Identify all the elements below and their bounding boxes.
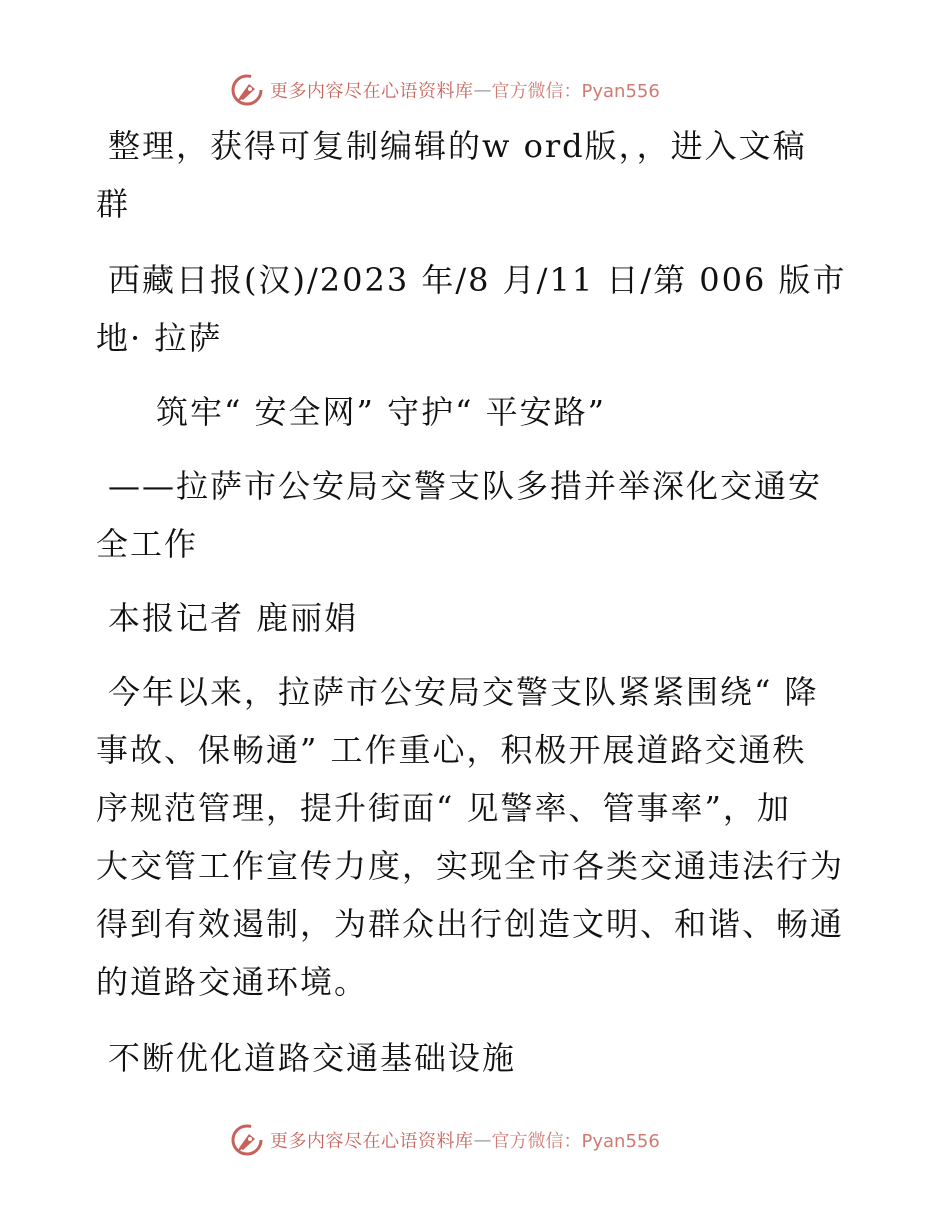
byline: 本报记者 鹿丽娟 — [108, 599, 359, 637]
watermark-footer — [230, 1122, 750, 1158]
watermark-separator: — — [473, 79, 492, 101]
article-subtitle-line-1: ——拉萨市公安局交警支队多措并举深化交通安 — [108, 467, 823, 505]
watermark-contact: 官方微信：Pyan556 — [491, 81, 660, 102]
paragraph-line-2: 事故、保畅通” 工作重心，积极开展道路交通秩 — [96, 731, 807, 769]
paragraph-line-5: 得到有效遏制，为群众出行创造文明、和谐、畅通 — [96, 905, 845, 943]
paragraph-line-6: 的道路交通环境。 — [96, 963, 369, 1001]
pen-nib-logo-icon — [230, 73, 264, 107]
watermark-text: 更多内容尽在心语资料库 — [270, 1131, 474, 1152]
source-line-2: 地· 拉萨 — [96, 319, 223, 357]
paragraph-line-1: 今年以来，拉萨市公安局交警支队紧紧围绕“ 降 — [108, 673, 819, 711]
watermark-contact: 官方微信：Pyan556 — [491, 1131, 660, 1152]
watermark-header — [230, 72, 750, 108]
watermark-text: 更多内容尽在心语资料库 — [270, 81, 474, 102]
paragraph-line-4: 大交管工作宣传力度，实现全市各类交通违法行为 — [96, 847, 845, 885]
article-headline: 筑牢“ 安全网” 守护“ 平安路” — [156, 393, 606, 431]
watermark-separator: — — [473, 1129, 492, 1151]
intro-line-2: 群 — [96, 185, 131, 223]
pen-nib-logo-icon — [230, 1123, 264, 1157]
article-subtitle-line-2: 全工作 — [96, 525, 199, 563]
section-heading: 不断优化道路交通基础设施 — [108, 1039, 517, 1077]
intro-line-1: 整理，获得可复制编辑的w ord版，，进入文稿 — [108, 127, 807, 165]
source-line-1: 西藏日报(汉)/2023 年/8 月/11 日/第 006 版市 — [108, 261, 847, 299]
paragraph-line-3: 序规范管理，提升街面“ 见警率、管事率”，加 — [96, 789, 791, 827]
